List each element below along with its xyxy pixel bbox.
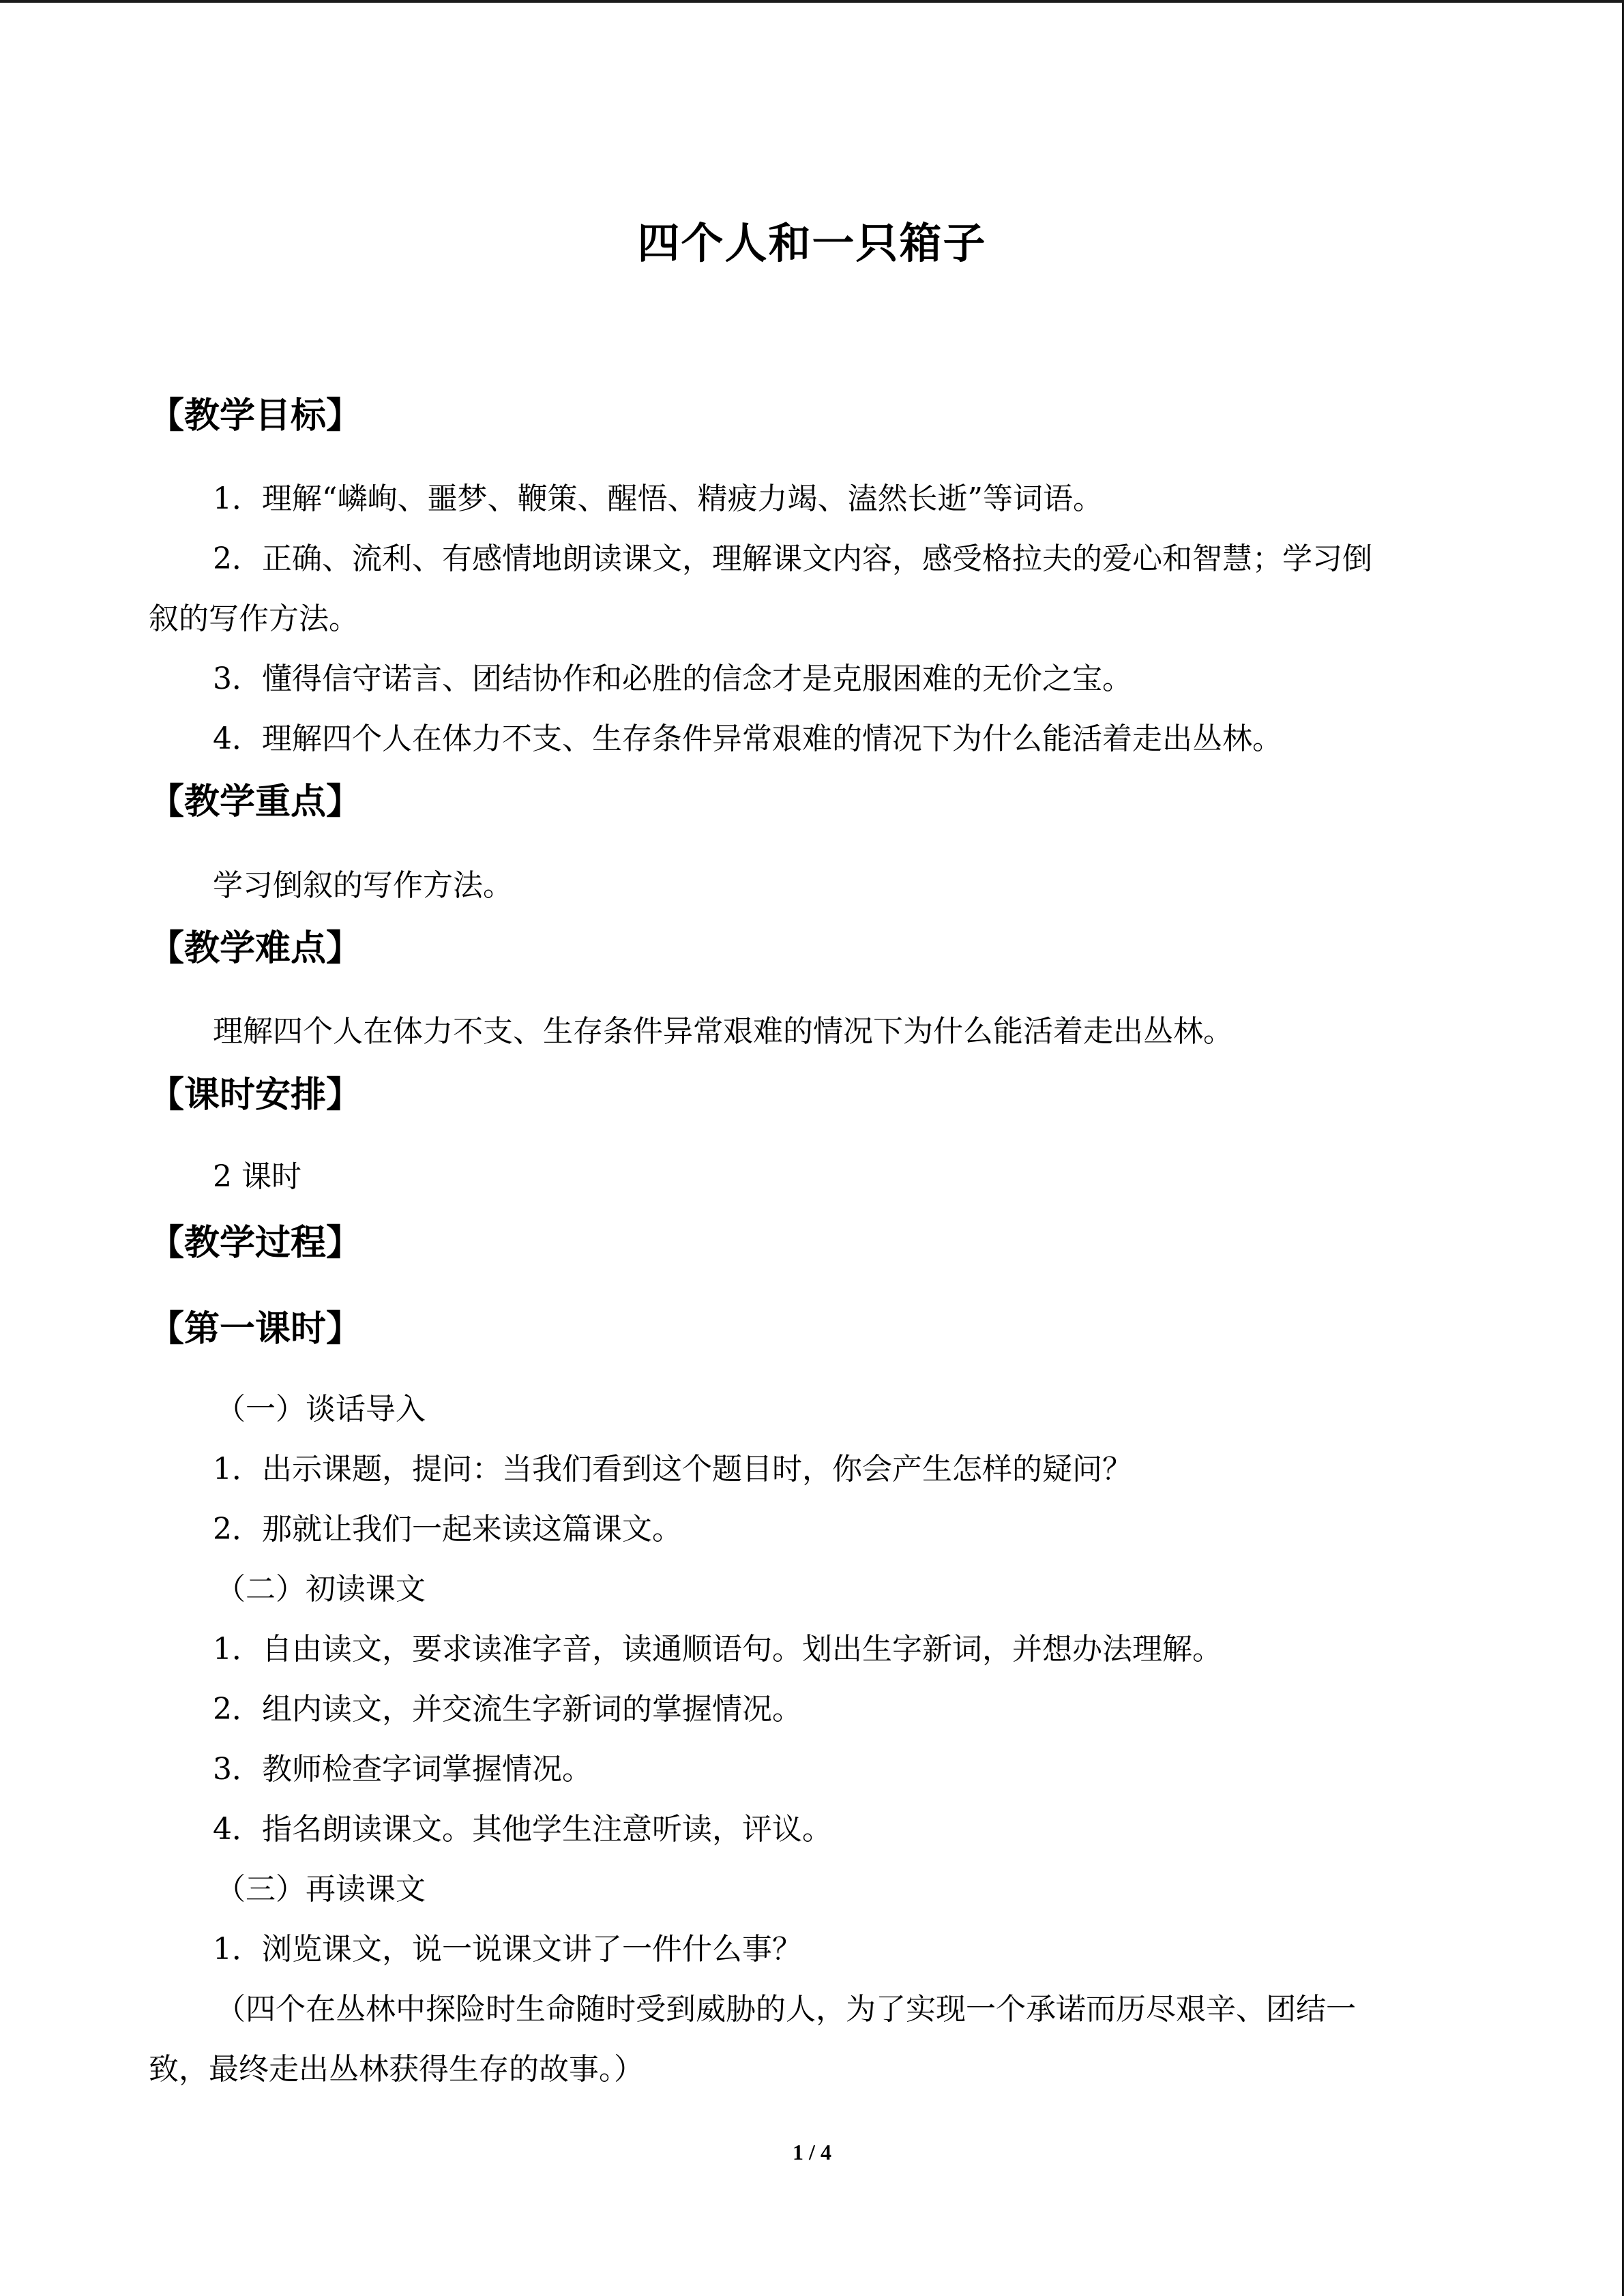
section-heading-difficulties: 【教学难点】	[149, 928, 362, 969]
part2-item-4: 4．指名朗读课文。其他学生注意听读，评议。	[213, 1812, 832, 1847]
part2-item-3: 3．教师检查字词掌握情况。	[213, 1752, 592, 1787]
section-heading-lesson-one: 【第一课时】	[149, 1309, 362, 1350]
part3-item-1: 1．浏览课文，说一说课文讲了一件什么事？	[213, 1932, 802, 1967]
objective-item-3: 3．懂得信守诺言、团结协作和必胜的信念才是克服困难的无价之宝。	[213, 661, 1132, 696]
difficulties-text: 理解四个人在体力不支、生存条件异常艰难的情况下为什么能活着走出丛林。	[213, 1014, 1233, 1049]
part3-answer: （四个在丛林中探险时生命随时受到威胁的人，为了实现一个承诺而历尽艰辛、团结一	[216, 1992, 1356, 2027]
part1-item-1: 1．出示课题，提问：当我们看到这个题目时，你会产生怎样的疑问？	[213, 1452, 1132, 1487]
page-number: 1 / 4	[793, 2140, 831, 2164]
part2-item-1: 1．自由读文，要求读准字音，读通顺语句。划出生字新词，并想办法理解。	[213, 1632, 1222, 1667]
section-heading-key-points: 【教学重点】	[149, 781, 362, 822]
objective-item-1: 1．理解“嶙峋、噩梦、鞭策、醒悟、精疲力竭、溘然长逝”等词语。	[213, 481, 1103, 516]
part3-answer-continuation: 致，最终走出丛林获得生存的故事。）	[149, 2052, 644, 2087]
objective-item-4: 4．理解四个人在体力不支、生存条件异常艰难的情况下为什么能活着走出丛林。	[213, 721, 1282, 756]
part3-title: （三）再读课文	[216, 1872, 426, 1907]
part2-item-2: 2．组内读文，并交流生字新词的掌握情况。	[213, 1692, 802, 1727]
objective-item-2: 2．正确、流利、有感情地朗读课文，理解课文内容，感受格拉夫的爱心和智慧；学习倒	[213, 541, 1372, 576]
objective-item-2-continuation: 叙的写作方法。	[149, 601, 359, 636]
section-heading-process: 【教学过程】	[149, 1223, 362, 1264]
section-heading-objectives: 【教学目标】	[149, 396, 362, 436]
part1-item-2: 2．那就让我们一起来读这篇课文。	[213, 1512, 682, 1547]
page-title: 四个人和一只箱子	[637, 218, 987, 268]
schedule-text: 2 课时	[213, 1159, 301, 1194]
part2-title: （二）初读课文	[216, 1572, 426, 1607]
key-points-text: 学习倒叙的写作方法。	[213, 868, 513, 903]
section-heading-schedule: 【课时安排】	[149, 1075, 362, 1116]
part1-title: （一）谈话导入	[216, 1392, 426, 1427]
